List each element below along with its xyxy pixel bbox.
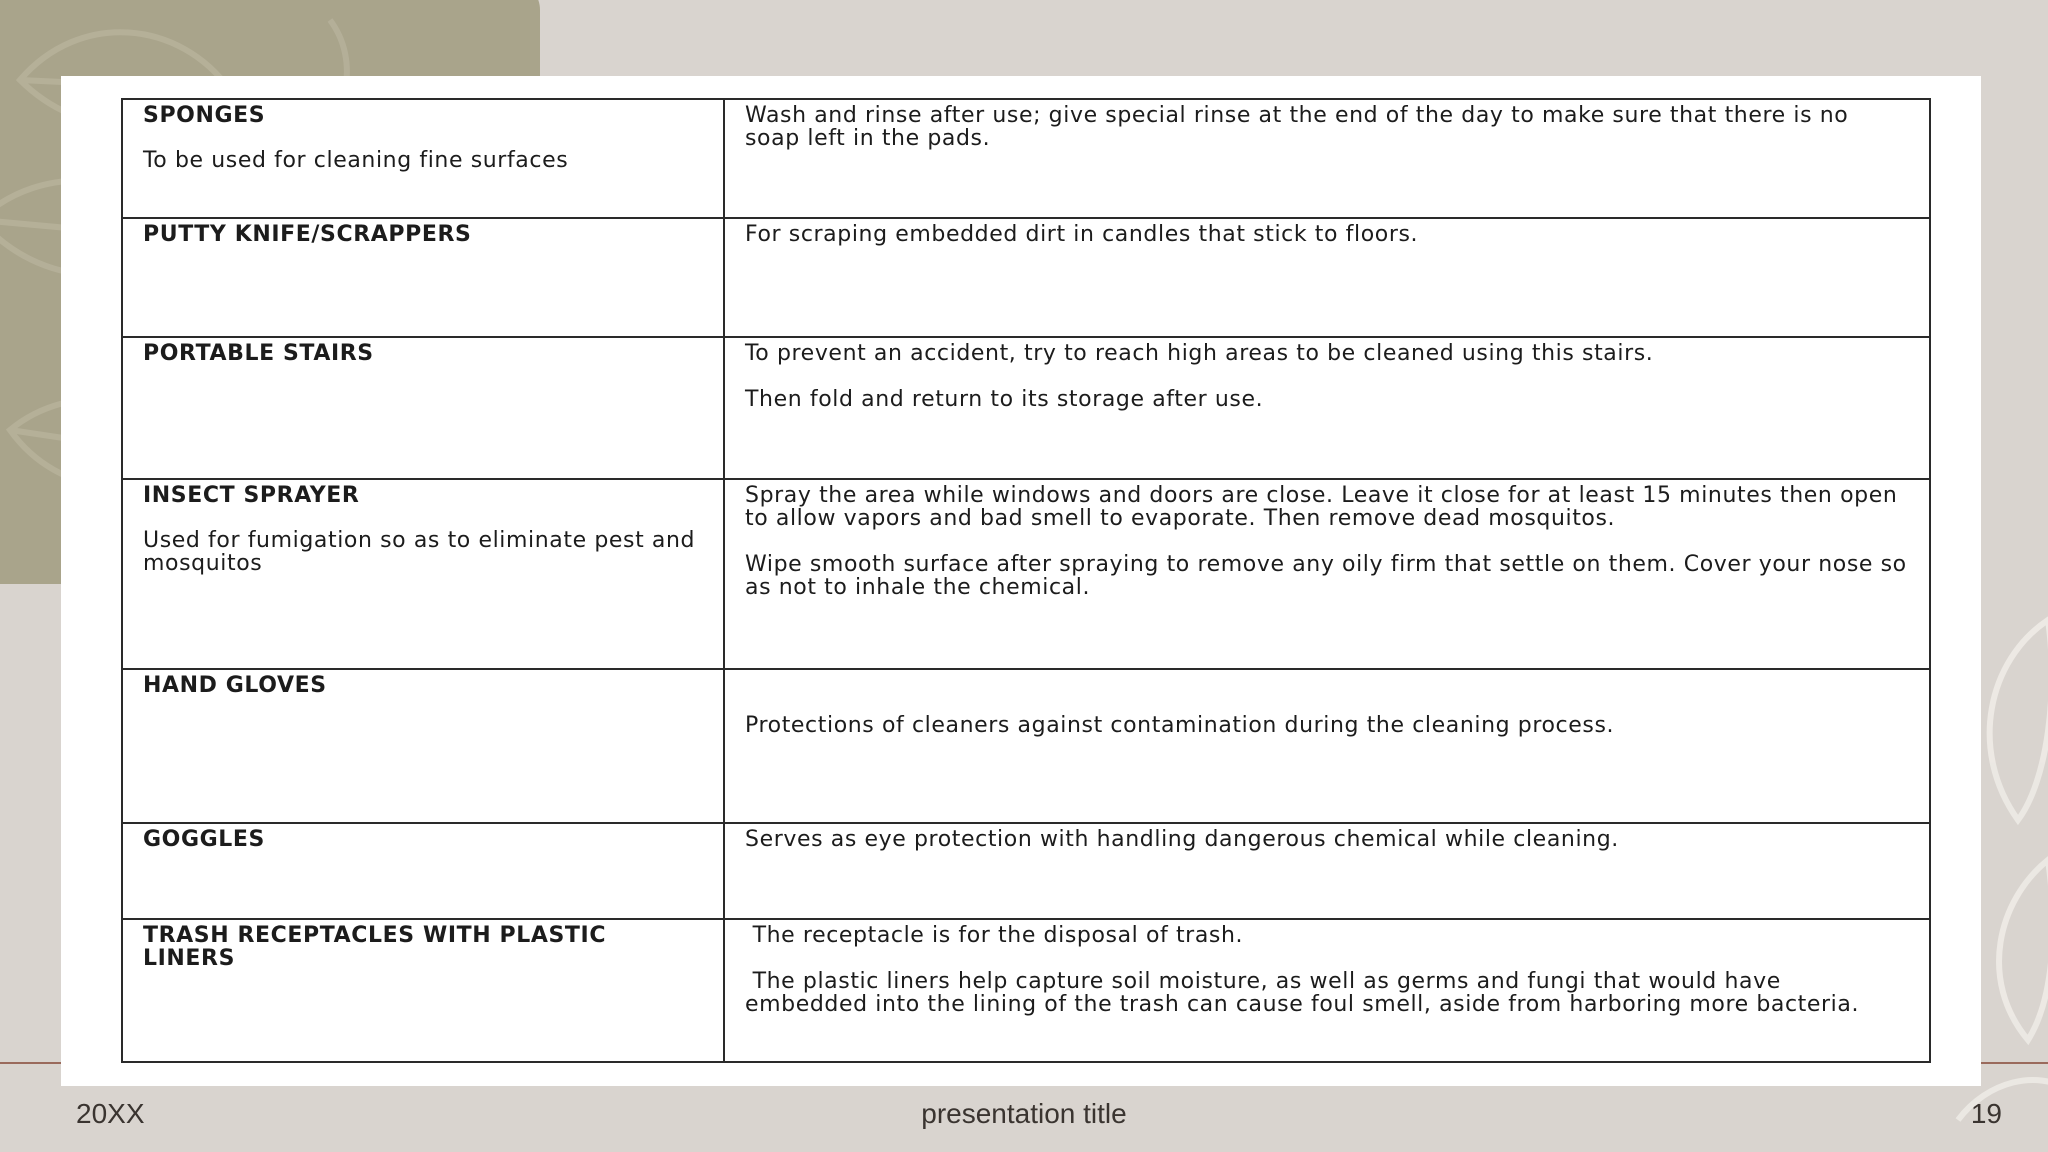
tool-description: For scraping embedded dirt in candles that stick to floors. bbox=[745, 222, 1419, 247]
tool-name: PUTTY KNIFE/SCRAPPERS bbox=[143, 222, 472, 247]
tool-name: HAND GLOVES bbox=[143, 673, 327, 698]
tool-name-cell bbox=[122, 919, 724, 1062]
footer-page-number: 19 bbox=[1970, 1098, 2002, 1129]
tool-description-cell bbox=[724, 479, 1930, 669]
table-row bbox=[122, 218, 1930, 337]
tool-description: Then fold and return to its storage after use. bbox=[745, 387, 1264, 412]
tool-description-cell bbox=[724, 669, 1930, 823]
tool-name-cell bbox=[122, 823, 724, 919]
cleaning-tools-table bbox=[121, 98, 1931, 1063]
tool-name-cell bbox=[122, 669, 724, 823]
tool-name: PORTABLE STAIRS bbox=[143, 341, 374, 366]
tool-purpose: To be used for cleaning fine surfaces bbox=[143, 148, 569, 173]
tool-description: Protections of cleaners against contamination during the cleaning process. bbox=[745, 713, 1615, 738]
footer-year: 20XX bbox=[76, 1098, 145, 1129]
tool-name-cell bbox=[122, 479, 724, 669]
tool-name: INSECT SPRAYER bbox=[143, 483, 360, 508]
tool-description: Wipe smooth surface after spraying to remove any oily firm that settle on them. Cover your nose so as not to inhale the chemical. bbox=[745, 552, 1907, 600]
table-row bbox=[122, 669, 1930, 823]
tool-purpose: Used for fumigation so as to eliminate pest and mosquitos bbox=[143, 528, 696, 576]
tool-description-cell bbox=[724, 218, 1930, 337]
tool-name: TRASH RECEPTACLES WITH PLASTIC LINERS bbox=[143, 923, 607, 971]
tool-description: To prevent an accident, try to reach high areas to be cleaned using this stairs. bbox=[745, 341, 1654, 366]
tool-description: The receptacle is for the disposal of trash. bbox=[745, 923, 1244, 948]
tool-name-cell bbox=[122, 337, 724, 479]
tool-description-cell bbox=[724, 823, 1930, 919]
slide-content-card bbox=[61, 76, 1981, 1086]
tool-description-cell bbox=[724, 99, 1930, 218]
tool-description: Spray the area while windows and doors are close. Leave it close for at least 15 minutes then open to allow vapors and bad smell to evaporate. Then remove dead mosquitos. bbox=[745, 483, 1898, 531]
footer-presentation-title: presentation title bbox=[921, 1098, 1127, 1129]
tool-description: Serves as eye protection with handling dangerous chemical while cleaning. bbox=[745, 827, 1619, 852]
tool-name: SPONGES bbox=[143, 103, 266, 128]
tool-description: The plastic liners help capture soil moisture, as well as germs and fungi that would have embedded into the lining of the trash can cause foul smell, aside from harboring more bacteria. bbox=[745, 969, 1860, 1017]
tool-name-cell bbox=[122, 218, 724, 337]
table-row bbox=[122, 919, 1930, 1062]
table-row bbox=[122, 337, 1930, 479]
tool-name: GOGGLES bbox=[143, 827, 265, 852]
tool-description-cell bbox=[724, 337, 1930, 479]
tool-name-cell bbox=[122, 99, 724, 218]
table-row bbox=[122, 99, 1930, 218]
tool-description-cell bbox=[724, 919, 1930, 1062]
table-row bbox=[122, 823, 1930, 919]
tool-description: Wash and rinse after use; give special rinse at the end of the day to make sure that there is no soap left in the pads. bbox=[745, 103, 1849, 151]
table-row bbox=[122, 479, 1930, 669]
